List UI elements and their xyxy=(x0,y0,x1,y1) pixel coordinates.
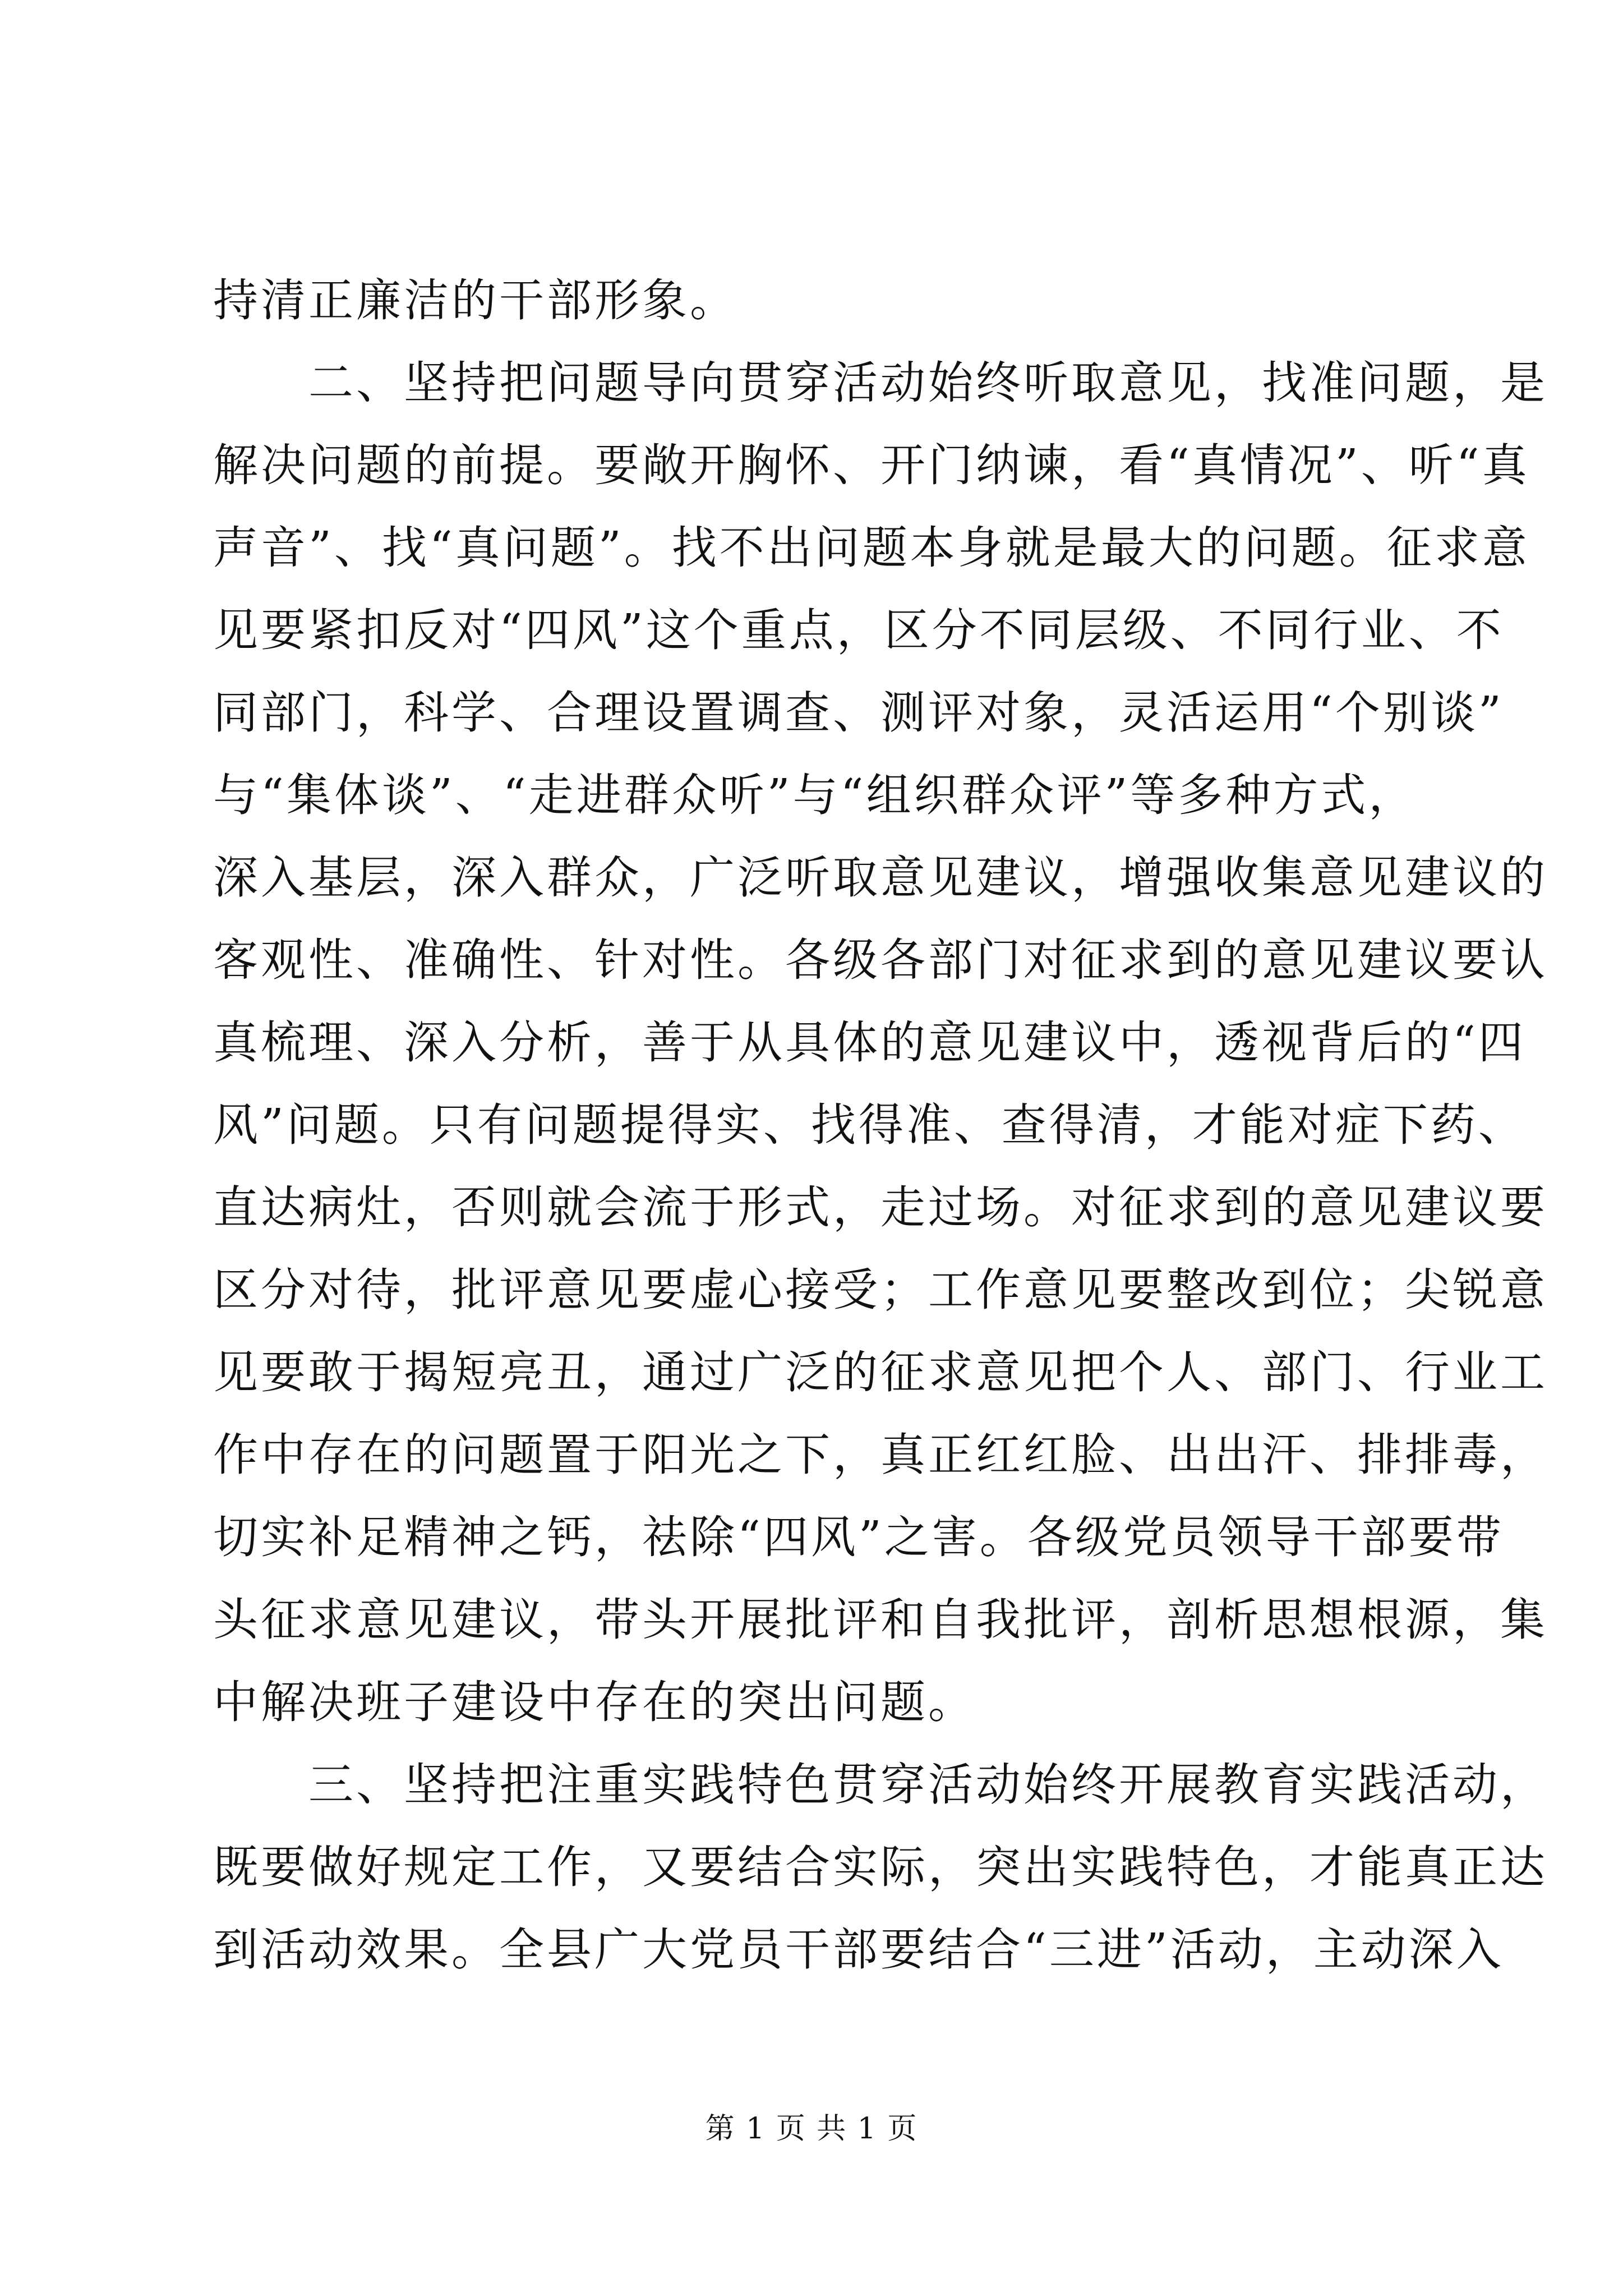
paragraph-heading-line: 三、坚持把注重实践特色贯穿活动始终开展教育实践活动， xyxy=(213,1759,1548,1811)
paragraph-heading-line: 二、坚持把问题导向贯穿活动始终听取意见，找准问题，是 xyxy=(213,357,1548,409)
text-line: 头征求意见建议，带头开展批评和自我批评，剖析思想根源，集 xyxy=(213,1594,1548,1646)
text-line: 同部门，科学、合理设置调查、测评对象，灵活运用“个别谈” xyxy=(213,687,1504,739)
page-footer: 第 1 页 共 1 页 xyxy=(705,2112,918,2146)
text-line: 真梳理、深入分析，善于从具体的意见建议中，透视背后的“四 xyxy=(213,1016,1526,1069)
text-line: 客观性、准确性、针对性。各级各部门对征求到的意见建议要认 xyxy=(213,934,1548,986)
text-line: 风”问题。只有问题提得实、找得准、查得清，才能对症下药、 xyxy=(213,1099,1526,1151)
text-line: 区分对待，批评意见要虚心接受；工作意见要整改到位；尖锐意 xyxy=(213,1264,1548,1316)
text-line: 解决问题的前提。要敞开胸怀、开门纳谏，看“真情况”、听“真 xyxy=(213,439,1530,491)
text-line: 声音”、找“真问题”。找不出问题本身就是最大的问题。征求意 xyxy=(213,522,1530,574)
text-line: 见要敢于揭短亮丑，通过广泛的征求意见把个人、部门、行业工 xyxy=(213,1346,1548,1398)
text-line: 既要做好规定工作，又要结合实际，突出实践特色，才能真正达 xyxy=(213,1841,1548,1893)
text-line: 见要紧扣反对“四风”这个重点，区分不同层级、不同行业、不 xyxy=(213,604,1504,656)
text-line: 深入基层，深入群众，广泛听取意见建议，增强收集意见建议的 xyxy=(213,852,1548,904)
text-line: 直达病灶，否则就会流于形式，走过场。对征求到的意见建议要 xyxy=(213,1181,1548,1234)
text-line: 作中存在的问题置于阳光之下，真正红红脸、出出汗、排排毒， xyxy=(213,1429,1548,1481)
text-line: 与“集体谈”、“走进群众听”与“组织群众评”等多种方式， xyxy=(213,769,1417,821)
document-body xyxy=(213,259,1548,1991)
text-line: 持清正廉洁的干部形象。 xyxy=(213,274,737,326)
text-line: 到活动效果。全县广大党员干部要结合“三进”活动，主动深入 xyxy=(213,1924,1504,1976)
text-line: 中解决班子建设中存在的突出问题。 xyxy=(213,1676,976,1728)
text-line: 切实补足精神之钙，祛除“四风”之害。各级党员领导干部要带 xyxy=(213,1511,1504,1563)
